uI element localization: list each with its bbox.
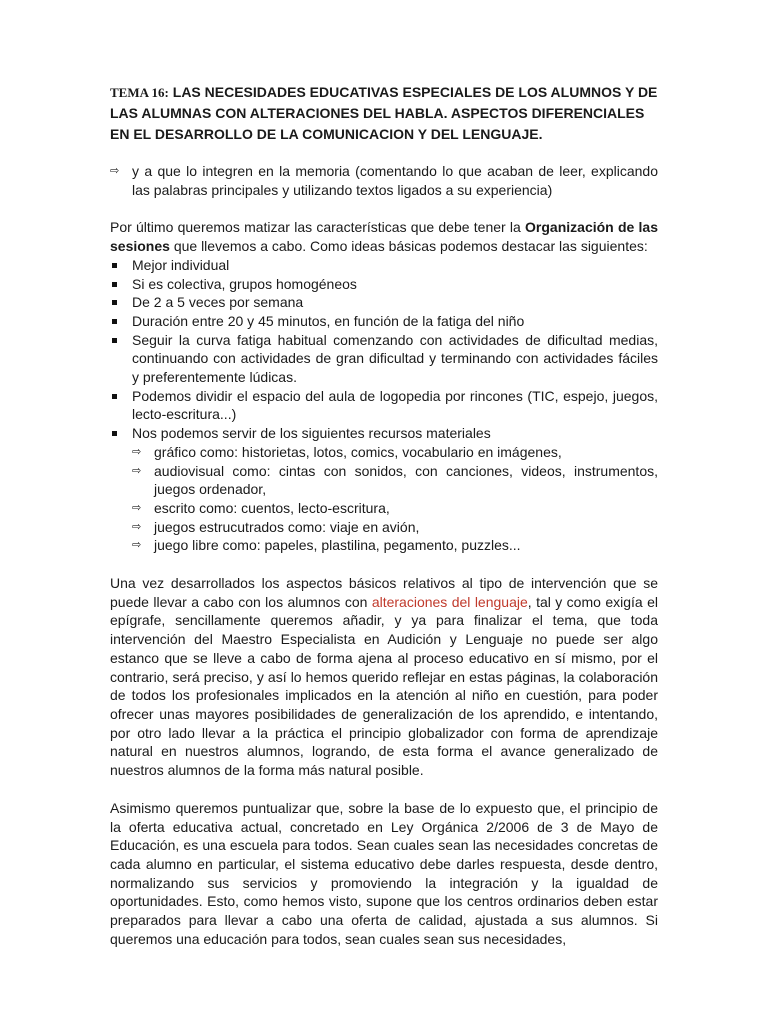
- sub-list-item: [132, 499, 658, 518]
- right-arrow-icon: ⇨: [132, 501, 142, 514]
- sub-item-text: juego libre como: papeles, plastilina, pegamento, puzzles...: [154, 537, 521, 554]
- bullet-text: Mejor individual: [132, 256, 230, 273]
- sub-item-text: gráfico como: historietas, lotos, comics, vocabulario en imágenes,: [154, 443, 562, 460]
- right-arrow-icon: ⇨: [132, 464, 142, 477]
- list-item: [110, 387, 658, 424]
- right-arrow-icon: ⇨: [132, 520, 142, 533]
- paragraph-text-start: Una vez desarrollados los aspectos básicos relativos al tipo de intervención que se puede llevar a cabo con los alumnos con: [110, 575, 658, 610]
- sub-list-item: [132, 462, 658, 499]
- sub-list-item: [132, 536, 658, 555]
- list-item: [110, 312, 658, 331]
- square-bullet-icon: [112, 394, 117, 399]
- bullet-text: Seguir la curva fatiga habitual comenzando con actividades de dificultad medias, continuando con actividades de gran dificultad y terminando con actividades fáciles y preferentemente lúdicas.: [132, 331, 658, 386]
- list-item: [110, 331, 658, 387]
- sub-list-item: [132, 518, 658, 537]
- title-prefix: TEMA 16:: [110, 85, 169, 100]
- list-item: [110, 293, 658, 312]
- square-bullet-icon: [112, 282, 117, 287]
- sessions-intro-end: que llevemos a cabo. Como ideas básicas podemos destacar las siguientes:: [169, 238, 648, 255]
- bullet-text: Si es colectiva, grupos homogéneos: [132, 275, 357, 292]
- bullet-text: Duración entre 20 y 45 minutos, en función de la fatiga del niño: [132, 312, 525, 329]
- sub-item-text: audiovisual como: cintas con sonidos, con canciones, videos, instrumentos, juegos ordenador,: [154, 462, 658, 498]
- square-bullet-icon: [112, 319, 117, 324]
- sessions-intro: [110, 218, 658, 255]
- square-bullet-icon: [112, 263, 117, 268]
- bullet-text: Nos podemos servir de los siguientes recursos materiales: [132, 425, 491, 442]
- square-bullet-icon: [112, 338, 117, 343]
- list-item: [110, 275, 658, 294]
- sessions-bullet-list: [110, 256, 658, 555]
- title-main: LAS NECESIDADES EDUCATIVAS ESPECIALES DE LOS ALUMNOS Y DE LAS ALUMNAS CON ALTERACIONES DEL HABLA. ASPECTOS DIFERENCIALES EN EL DESARROLLO DE LA COMUNICACION Y DEL LENGUAJE.: [110, 84, 658, 142]
- right-arrow-icon: ⇨: [132, 445, 142, 458]
- sub-item-text: juegos estrucutrados como: viaje en avión,: [154, 518, 420, 535]
- document-title: [110, 82, 658, 145]
- arrow-list-item: [110, 162, 658, 199]
- paragraph-text-end: , tal y como exigía el epígrafe, sencillamente queremos añadir, y ya para finalizar el tema, que toda intervención del Maestro Especialista en Audición y Lenguaje no puede ser algo estanco que se lleve a cabo de forma ajena al proceso educativo en sí mismo, por el contrario, será preciso, y así lo hemos querido reflejar en estas páginas, la colaboración de todos los profesionales implicados en la atención al niño en cuestión, para poder ofrecer unas mayores posibilidades de generalización de los aprendido, e intentando, por otro lado llevar a la práctica el principio globalizador con forma de aprendizaje natural en nuestros alumnos, logrando, de esta forma el avance generalizado de nuestros alumnos de la forma más natural posible.: [110, 593, 659, 779]
- bullet-text: Podemos dividir el espacio del aula de logopedia por rincones (TIC, espejo, juegos, lecto-escritura...): [132, 387, 658, 423]
- right-arrow-icon: ⇨: [132, 539, 142, 552]
- square-bullet-icon: [112, 431, 117, 436]
- bullet-text: De 2 a 5 veces por semana: [132, 294, 304, 311]
- sub-item-text: escrito como: cuentos, lecto-escritura,: [154, 499, 390, 516]
- alteraciones-link[interactable]: alteraciones del lenguaje: [371, 593, 528, 610]
- list-item: [110, 424, 658, 555]
- sessions-intro-start: Por último queremos matizar las características que debe tener la: [110, 219, 526, 236]
- sub-list-item: [132, 443, 658, 462]
- list-item: [110, 256, 658, 275]
- square-bullet-icon: [112, 300, 117, 305]
- resources-sublist: [132, 443, 658, 555]
- arrow-item-text: y a que lo integren en la memoria (comentando lo que acaban de leer, explicando las palabras principales y utilizando textos ligados a su experiencia): [132, 163, 658, 198]
- sessions-intro-bold: Organización de las sesiones: [110, 219, 658, 255]
- conclusion-paragraph: [110, 574, 658, 780]
- right-arrow-icon: ⇨: [110, 165, 120, 177]
- final-paragraph: Asimismo queremos puntualizar que, sobre la base de lo expuesto que, el principio de la oferta educativa actual, concretado en Ley Orgánica 2/2006 de 3 de Mayo de Educación, es una escuela para todos. Sean cuales sean las necesidades concretas de cada alumno en particular, el sistema educativo debe darles respuesta, desde dentro, normalizando sus servicios y promoviendo la integración y la igualdad de oportunidades. Esto, como hemos visto, supone que los centros ordinarios deben estar preparados para llevar a cabo una oferta de calidad, ajustada a sus alumnos. Si queremos una educación para todos, sean cuales sean sus necesidades,: [110, 799, 658, 947]
